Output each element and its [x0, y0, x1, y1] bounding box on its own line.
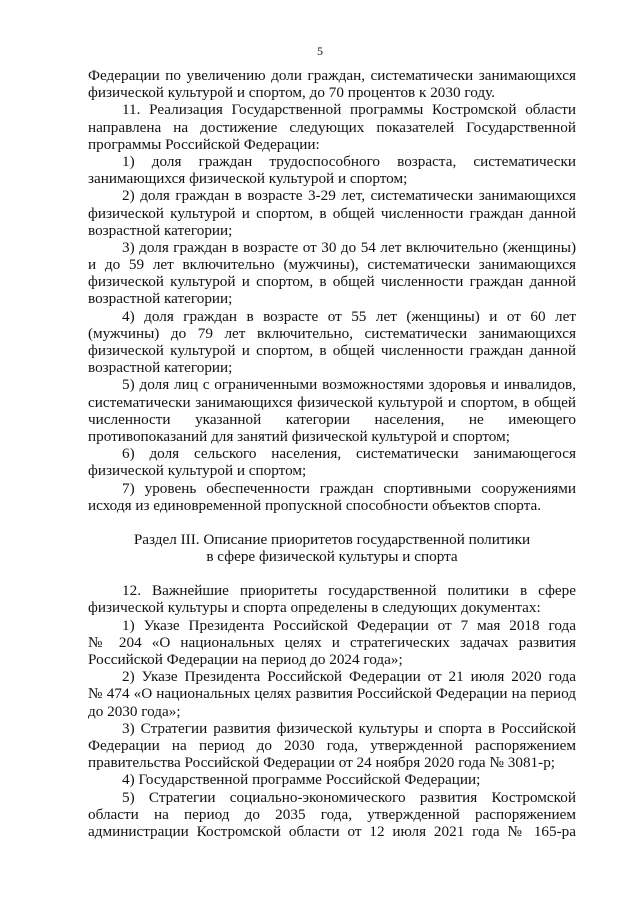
section-heading-line-2: в сфере физической культуры и спорта: [206, 548, 458, 566]
text-line: численности указанной категории населения, не имеющего: [88, 410, 576, 428]
paragraphs-bottom: [88, 582, 576, 840]
text-line: физической культурой и спортом;: [88, 462, 307, 480]
text-line: возрастной категории;: [88, 290, 233, 308]
text-line: № 474 «О национальных целях развития Российской Федерации на период: [88, 685, 576, 703]
text-line: (мужчины) до 79 лет включительно, систематически занимающихся: [88, 324, 576, 342]
text-line: исходя из единовременной пропускной способности объектов спорта.: [88, 496, 542, 514]
text-line: Федерации по увеличению доли граждан, систематически занимающихся: [88, 67, 576, 84]
text-line: 6) доля сельского населения, систематически занимающегося: [122, 445, 576, 463]
text-line: и до 59 лет включительно (мужчины), систематически занимающихся: [88, 256, 576, 274]
text-line: 11. Реализация Государственной программы Костромской области: [122, 101, 576, 119]
paragraphs-top: [88, 67, 576, 514]
text-line: 1) Указе Президента Российской Федерации от 7 мая 2018 года: [122, 616, 576, 634]
text-line: 12. Важнейшие приоритеты государственной политики в сфере: [122, 582, 576, 600]
text-line: 3) доля граждан в возрасте от 30 до 54 лет включительно (женщины): [122, 238, 576, 256]
text-line: направлена на достижение следующих показателей Государственной: [88, 118, 576, 136]
text-line: возрастной категории;: [88, 359, 233, 377]
text-line: 7) уровень обеспеченности граждан спортивными сооружениями: [122, 479, 576, 497]
text-line: до 2030 года»;: [88, 702, 181, 720]
text-line: Российской Федерации на период до 2024 года»;: [88, 651, 403, 668]
text-line: противопоказаний для занятий физической культурой и спортом;: [88, 427, 510, 445]
page-number: 5: [317, 44, 323, 58]
text-line: возрастной категории;: [88, 221, 233, 239]
text-line: физической культурой и спортом, до 70 процентов к 2030 году.: [88, 84, 495, 102]
text-line: 5) Стратегии социально-экономического развития Костромской: [122, 788, 576, 806]
text-line: Федерации на период до 2030 года, утвержденной распоряжением: [88, 736, 576, 754]
text-line: 4) доля граждан в возрасте от 55 лет (женщины) и от 60 лет: [122, 307, 576, 325]
text-line: 5) доля лиц с ограниченными возможностями здоровья и инвалидов,: [122, 376, 576, 394]
section-heading-line-1: Раздел III. Описание приоритетов государственной политики: [133, 530, 531, 548]
text-line: 2) доля граждан в возрасте 3-29 лет, систематически занимающихся: [122, 187, 576, 205]
text-line: физической культурой и спортом, в общей численности граждан данной: [88, 273, 576, 291]
text-line: программы Российской Федерации:: [88, 135, 320, 153]
text-line: области на период до 2035 года, утвержденной распоряжением: [88, 805, 576, 823]
document-body: [88, 67, 576, 840]
spacer: [88, 514, 576, 531]
text-line: администрации Костромской области от 12 июля 2021 года № 165-ра: [88, 822, 576, 840]
text-line: правительства Российской Федерации от 24 ноября 2020 года № 3081-р;: [88, 754, 556, 772]
text-line: № 204 «О национальных целях и стратегических задачах развития: [88, 633, 576, 651]
text-line: физической культуры и спорта определены в следующих документах:: [88, 599, 541, 617]
text-line: систематически занимающихся физической культурой и спортом, в общей: [88, 393, 576, 411]
text-line: 2) Указе Президента Российской Федерации от 21 июля 2020 года: [122, 668, 576, 686]
text-line: физической культурой и спортом, в общей численности граждан данной: [88, 204, 576, 222]
text-line: 1) доля граждан трудоспособного возраста, систематически: [122, 152, 576, 170]
text-line: 4) Государственной программе Российской Федерации;: [122, 771, 481, 789]
text-line: занимающихся физической культурой и спортом;: [88, 170, 408, 188]
spacer: [88, 565, 576, 582]
text-line: физической культурой и спортом, в общей численности граждан данной: [88, 342, 576, 359]
text-line: 3) Стратегии развития физической культуры и спорта в Российской: [122, 719, 576, 737]
